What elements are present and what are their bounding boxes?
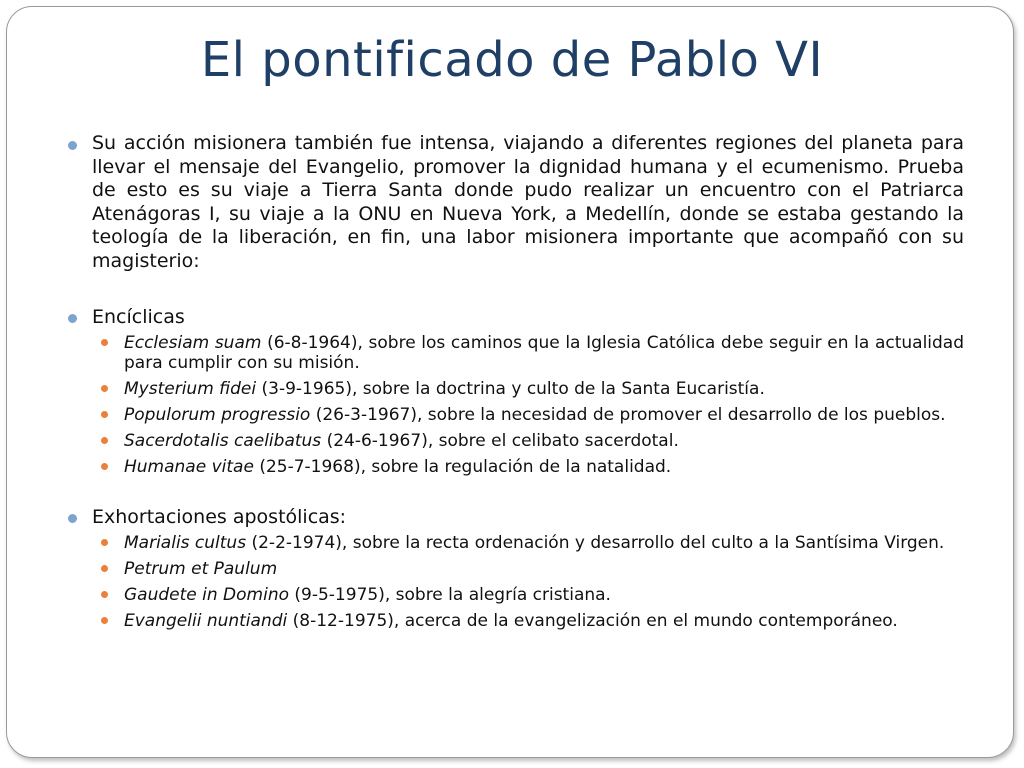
item-title: Marialis cultus	[124, 533, 247, 553]
item-description: (2-2-1974), sobre la recta ordenación y desarrollo del culto a la Santísima Virgen.	[246, 533, 945, 553]
list-item	[68, 611, 964, 631]
list-item	[68, 405, 964, 425]
sub-bullet-icon	[101, 411, 108, 418]
item-title: Sacerdotalis caelibatus	[124, 431, 322, 451]
sub-bullet-icon	[101, 385, 108, 392]
item-title: Humanae vitae	[124, 457, 254, 477]
item-description: (9-5-1975), sobre la alegría cristiana.	[289, 585, 611, 605]
slide-title: El pontificado de Pablo VI	[200, 32, 824, 88]
item-description: (24-6-1967), sobre el celibato sacerdotal.	[321, 431, 679, 451]
item-title: Evangelii nuntiandi	[124, 611, 288, 631]
sub-bullet-icon	[101, 463, 108, 470]
sub-bullet-icon	[101, 617, 108, 624]
list-item	[68, 379, 964, 399]
exhortaciones-list	[68, 533, 964, 631]
item-description: (6-8-1964), sobre los caminos que la Iglesia Católica debe seguir en la actualidad para cumplir con su misión.	[124, 333, 965, 373]
intro-text: Su acción misionera también fue intensa, viajando a diferentes regiones del planeta para llevar el mensaje del Evangelio, promover la dignidad humana y el ecumenismo. Prueba de esto es su viaje a Tierra Santa donde pudo realizar un encuentro con el Patriarca Atenágoras I, su viaje a la ONU en Nueva York, a Medellín, donde se estaba gestando la teología de la liberación, en fin, una labor misionera importante que acompañó con su magisterio:	[92, 132, 964, 272]
bullet-icon	[68, 514, 77, 523]
list-item	[68, 533, 964, 553]
exhortaciones-heading: Exhortaciones apostólicas:	[92, 506, 347, 528]
item-title: Petrum et Paulum	[124, 559, 278, 579]
sub-bullet-icon	[101, 339, 108, 346]
item-title: Ecclesiam suam	[124, 333, 262, 353]
sub-bullet-icon	[101, 539, 108, 546]
enciclicas-list	[68, 333, 964, 477]
enciclicas-heading: Encíclicas	[92, 306, 185, 328]
list-item	[68, 457, 964, 477]
bullet-icon	[68, 314, 77, 323]
item-description: (3-9-1965), sobre la doctrina y culto de la Santa Eucaristía.	[256, 379, 765, 399]
list-item	[68, 431, 964, 451]
list-item	[68, 333, 964, 373]
bullet-icon	[68, 141, 77, 150]
list-item	[68, 559, 964, 579]
item-description: (8-12-1975), acerca de la evangelización en el mundo contemporáneo.	[287, 611, 898, 631]
item-title: Mysterium fidei	[124, 379, 257, 399]
enciclicas-bullet	[68, 305, 964, 329]
item-description: (26-3-1967), sobre la necesidad de promover el desarrollo de los pueblos.	[310, 405, 946, 425]
slide-content	[68, 132, 964, 631]
intro-bullet	[68, 132, 964, 273]
sub-bullet-icon	[101, 591, 108, 598]
exhortaciones-bullet	[68, 505, 964, 529]
item-description: (25-7-1968), sobre la regulación de la natalidad.	[253, 457, 672, 477]
sub-bullet-icon	[101, 437, 108, 444]
item-title: Gaudete in Domino	[124, 585, 289, 605]
list-item	[68, 585, 964, 605]
item-title: Populorum progressio	[124, 405, 311, 425]
sub-bullet-icon	[101, 565, 108, 572]
